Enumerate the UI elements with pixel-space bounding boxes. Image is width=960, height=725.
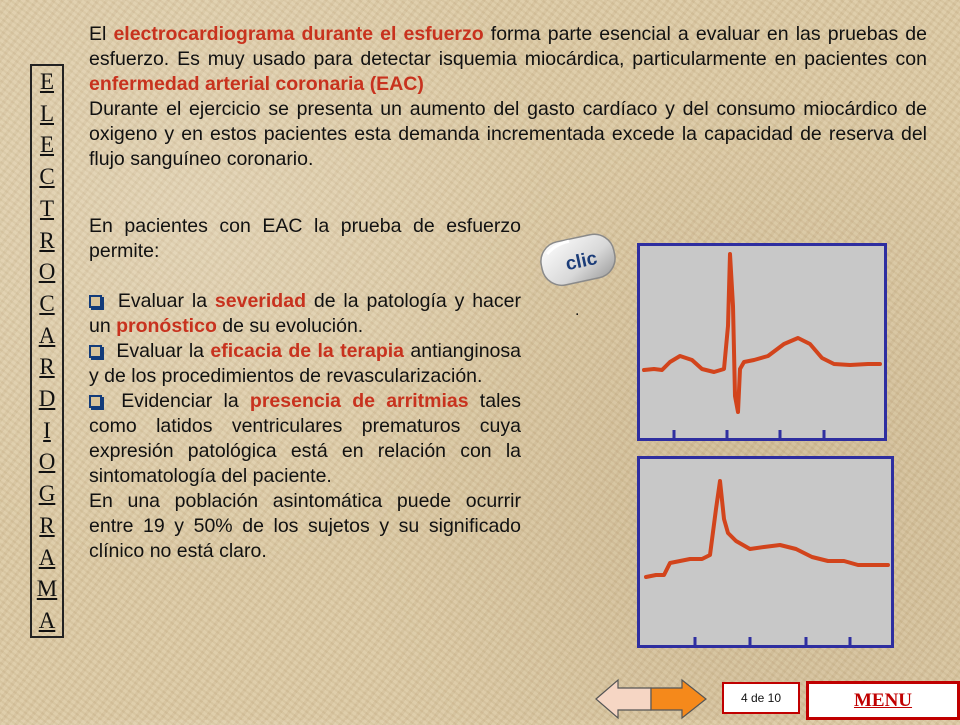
intro-paragraph-2: Durante el ejercicio se presenta un aumento del gasto cardíaco y del consumo miocárdico de oxigeno y en estos pacientes esta demanda incrementada excede la capacidad de reserva del flujo sanguíneo coronario. — [89, 98, 927, 170]
intro-highlight-ecg: electrocardiograma durante el esfuerzo — [113, 23, 484, 45]
checkbox-bullet-icon — [89, 395, 102, 408]
vertical-title-letter: R — [39, 354, 55, 380]
bullet-item-eficacia: Evaluar la eficacia de la terapia antianginosa y de los procedimientos de revascularización. — [89, 340, 521, 387]
intro-text-1: El — [89, 23, 114, 45]
bullet-item-arritmias: Evidenciar la presencia de arritmias tales como latidos ventriculares prematuros cuya expresión patológica está en relación con la sintomatología del paciente. — [89, 390, 521, 487]
ecg-trace-normal — [637, 243, 887, 441]
lead-paragraph: En pacientes con EAC la prueba de esfuerzo permite: — [89, 215, 521, 262]
vertical-title-letter: M — [36, 576, 58, 602]
vertical-title-letter: E — [39, 132, 55, 158]
closing-paragraph: En una población asintomática puede ocurrir entre 19 y 50% de los sujetos y su significado clínico no está claro. — [89, 490, 521, 562]
vertical-title-letter: A — [38, 322, 56, 348]
vertical-title-letter: O — [38, 259, 56, 285]
intro-text — [89, 22, 927, 172]
vertical-title-letter: A — [38, 544, 56, 570]
clic-button[interactable] — [535, 226, 620, 294]
vertical-title-letter: G — [38, 481, 56, 507]
intro-text-2: forma parte esencial a evaluar en las pruebas de esfuerzo. Es muy usado para detectar isquemia miocárdica, particularmente en pacientes con — [89, 23, 927, 70]
clic-label: clic — [563, 248, 600, 276]
ecg-trace-st-elevation — [637, 456, 894, 648]
vertical-title-letter: R — [39, 227, 55, 253]
vertical-title-letter: C — [39, 164, 55, 190]
vertical-title-letter: T — [39, 195, 55, 221]
vertical-title-letter: E — [39, 69, 55, 94]
menu-button[interactable] — [806, 681, 960, 720]
checkbox-bullet-icon — [89, 295, 102, 308]
vertical-title-letter: L — [39, 100, 55, 126]
page-indicator — [722, 682, 800, 714]
intro-highlight-eac: enfermedad arterial coronaria (EAC) — [89, 73, 424, 95]
vertical-title-letter: A — [38, 607, 56, 633]
bullet-item-severidad: Evaluar la severidad de la patología y hacer un pronóstico de su evolución. — [89, 290, 521, 337]
dot-text: . — [575, 302, 580, 319]
vertical-title-electrocardiograma[interactable] — [30, 64, 64, 638]
prev-arrow-icon[interactable] — [596, 680, 651, 718]
vertical-title-letter: C — [39, 290, 55, 316]
vertical-title-letter: R — [39, 512, 55, 538]
vertical-title-letter: D — [38, 386, 56, 412]
page-indicator-label: 4 de 10 — [740, 691, 782, 705]
vertical-title-letter: O — [38, 449, 56, 475]
menu-label: MENU — [853, 689, 913, 711]
next-arrow-icon[interactable] — [651, 680, 706, 718]
body-column — [89, 214, 521, 564]
checkbox-bullet-icon — [89, 345, 102, 358]
vertical-title-letter: I — [43, 417, 51, 443]
nav-arrows — [594, 678, 708, 720]
